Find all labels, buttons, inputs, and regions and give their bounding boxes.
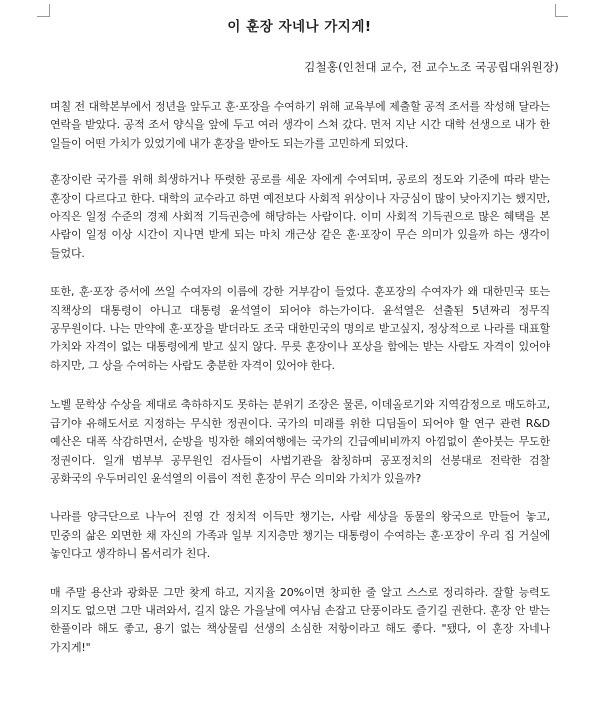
paragraph: 매 주말 용산과 광화문 그만 찾게 하고, 지지율 20%이면 창피한 줄 알고 스스로 정리하라. 잘할 능력도 의지도 없으면 그만 내려와서, 길지 않은 가을날에 여사님 손잡고 단풍이라도 즐기길 권한다. 훈장 안 받는 한풀이라 해도 좋고, 용기 없는 책상물림 선생의 소심한 저항이라고 해도 좋다. "됐다, 이 훈장 자네나 가지게!" [50, 585, 550, 654]
document-title: 이 훈장 자네나 가지게! [227, 19, 372, 35]
author-byline: 김철홍(인천대 교수, 전 교수노조 국공립대위원장) [304, 60, 559, 74]
paragraph: 며칠 전 대학본부에서 정년을 앞두고 훈·포장을 수여하기 위해 교육부에 제출할 공적 조서를 작성해 달라는 연락을 받았다. 공적 조서 양식을 앞에 두고 여러 생각이 스쳐 갔다. 먼저 지난 시간 대학 선생으로 내가 한 일들이 어떤 가치가 있었기에 내가 훈장을 받아도 되는가를 고민하게 되었다. [50, 100, 550, 150]
paragraph: 노벨 문학상 수상을 제대로 축하하지도 못하는 분위기 조장은 물론, 이데올로기와 지역감정으로 매도하고, 급기야 유해도서로 지정하는 무식한 정권이다. 국가의 미래를 위한 디딤돌이 되어야 할 연구 관련 R&D 예산은 대폭 삭감하면서, 순방을 빙자한 해외여행에는 국가의 긴급예비비까지 아낌없이 쏟아붓는 무도한 정권이다. 일개 범부부 공무원인 검사들이 사법기관을 참칭하며 공포정치의 선봉대로 전락한 검찰 공화국의 우두머리인 윤석열의 이름이 적힌 훈장이 무슨 의미와 가치가 있을까? [50, 398, 550, 485]
paragraph: 또한, 훈·포장 증서에 쓰일 수여자의 이름에 강한 거부감이 들었다. 훈포장의 수여자가 왜 대한민국 또는 직책상의 대통령이 아니고 대통령 윤석열이 되어야 하는가이다. 윤석열은 선출된 5년짜리 정무직 공무원이다. 나는 만약에 훈·포장을 받더라도 조국 대한민국의 명의로 받고싶지, 정상적으로 나라를 대표할 가치와 자격이 없는 대통령에게 받고 싶지 않다. 무릇 훈장이나 포상을 함에는 받는 사람도 자격이 있어야 하지만, 그 상을 수여하는 사람도 충분한 자격이 있어야 한다. [50, 285, 550, 372]
paragraph: 나라를 양극단으로 나누어 진영 간 정치적 이득만 챙기는, 사람 세상을 동물의 왕국으로 만들어 놓고, 민중의 삶은 외면한 채 자신의 가족과 일부 지지층만 챙기는 대통령이 수여하는 훈·포장이 우리 집 거실에 놓인다고 생각하니 몸서리가 친다. [50, 510, 550, 561]
paragraph: 훈장이란 국가를 위해 희생하거나 뚜렷한 공로를 세운 자에게 수여되며, 공로의 정도와 기준에 따라 받는 훈장이 다르다고 한다. 대학의 교수라고 하면 예전보다 사회적 위상이나 자긍심이 많이 낮아지기는 했지만, 아직은 일정 수준의 경제 사회적 기득권층에 해당하는 사람이다. 이미 사회적 기득권으로 많은 혜택을 본 사람이 일정 이상 시간이 지나면 받게 되는 마치 개근상 같은 훈·포장이 무슨 의미가 있을까 하는 생각이 들었다. [50, 173, 550, 260]
document-body [50, 98, 550, 676]
